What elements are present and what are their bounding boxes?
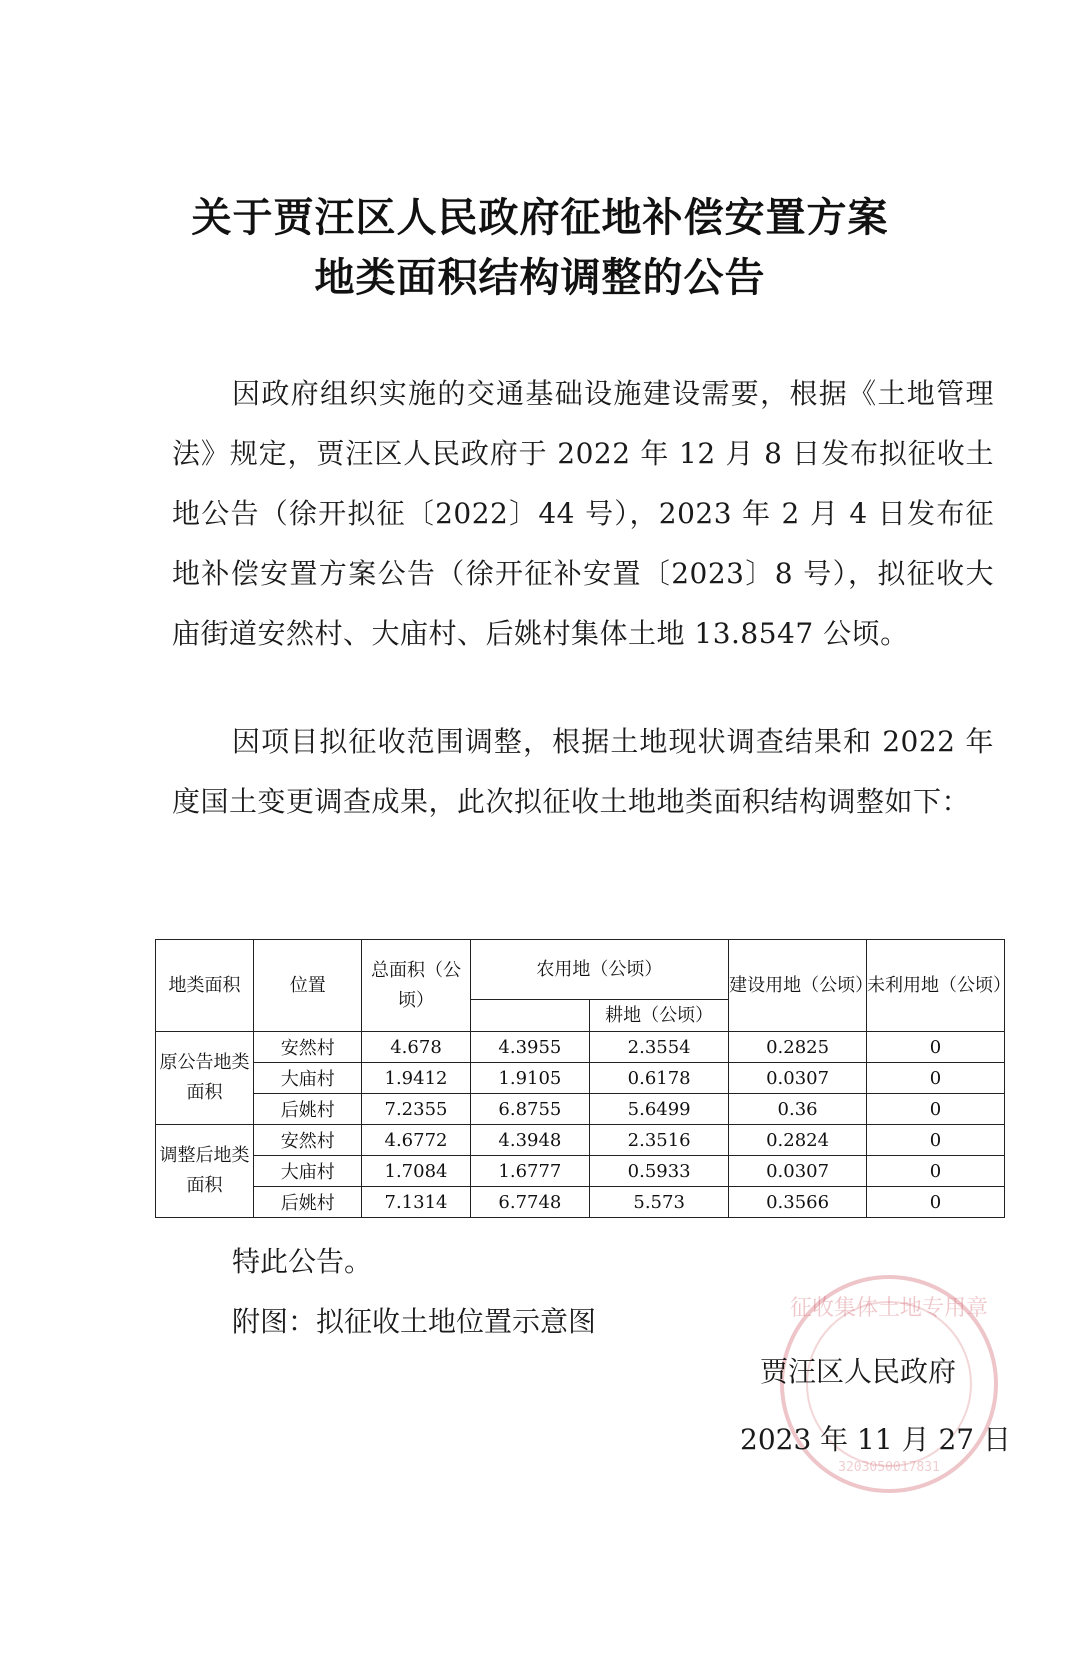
cell-cultivated: 2.3554	[590, 1032, 729, 1063]
cell-construction: 0.3566	[729, 1187, 867, 1218]
cell-unused: 0	[867, 1187, 1005, 1218]
cell-agricultural: 4.3955	[470, 1032, 590, 1063]
cell-cultivated: 5.573	[590, 1187, 729, 1218]
cell-unused: 0	[867, 1156, 1005, 1187]
cell-unused: 0	[867, 1032, 1005, 1063]
table-row	[156, 1156, 1005, 1187]
cell-construction: 0.0307	[729, 1156, 867, 1187]
table-row	[156, 1032, 1005, 1063]
seal-code: 3203050017831	[838, 1460, 940, 1475]
cell-cultivated: 2.3516	[590, 1125, 729, 1156]
cell-cultivated: 5.6499	[590, 1094, 729, 1125]
cell-total: 7.2355	[362, 1094, 470, 1125]
cell-location: 大庙村	[254, 1156, 362, 1187]
seal-text: 征收集体土地专用章	[789, 1296, 988, 1321]
document-title-line-2: 地类面积结构调整的公告	[314, 255, 766, 301]
cell-unused: 0	[867, 1094, 1005, 1125]
header-cultivated: 耕地（公顷）	[590, 1000, 729, 1032]
header-agricultural-blank	[470, 1000, 590, 1032]
cell-cultivated: 0.5933	[590, 1156, 729, 1187]
cell-construction: 0.2824	[729, 1125, 867, 1156]
cell-location: 安然村	[254, 1125, 362, 1156]
table-row	[156, 1125, 1005, 1156]
body-paragraph-2: 因项目拟征收范围调整，根据土地现状调查结果和 2022 年度国土变更调查成果，此次拟征收土地地类面积结构调整如下：	[172, 725, 994, 818]
cell-total: 7.1314	[362, 1187, 470, 1218]
group-label-adjusted: 调整后地类面积	[156, 1125, 254, 1218]
cell-unused: 0	[867, 1063, 1005, 1094]
header-category: 地类面积	[156, 940, 254, 1032]
land-area-table	[155, 939, 1012, 1218]
cell-location: 安然村	[254, 1032, 362, 1063]
header-agricultural: 农用地（公顷）	[470, 940, 728, 1000]
header-location: 位置	[254, 940, 362, 1032]
header-unused: 未利用地（公顷）	[867, 940, 1005, 1032]
group-label-original: 原公告地类面积	[156, 1032, 254, 1125]
issue-date: 2023 年 11 月 27 日	[740, 1423, 1012, 1456]
body-paragraph-1: 因政府组织实施的交通基础设施建设需要，根据《土地管理法》规定，贾汪区人民政府于 2022 年 12 月 8 日发布拟征收土地公告（徐开拟征〔2022〕44 号），2023 年 2 月 4 日发布征地补偿安置方案公告（徐开征补安置〔2023〕8 号），拟征收大庙街道安然村、大庙村、后姚村集体土地 13.8547 公顷。	[172, 377, 994, 650]
cell-agricultural: 1.9105	[470, 1063, 590, 1094]
attachment-note: 附图：拟征收土地位置示意图	[232, 1305, 597, 1338]
cell-construction: 0.36	[729, 1094, 867, 1125]
header-total-area: 总面积（公顷）	[362, 940, 470, 1032]
document-title-line-1: 关于贾汪区人民政府征地补偿安置方案	[191, 195, 889, 241]
cell-total: 4.6772	[362, 1125, 470, 1156]
cell-location: 后姚村	[254, 1094, 362, 1125]
cell-total: 4.678	[362, 1032, 470, 1063]
table-row	[156, 1187, 1005, 1218]
cell-construction: 0.2825	[729, 1032, 867, 1063]
issuer-name: 贾汪区人民政府	[760, 1355, 957, 1388]
table-row	[156, 1094, 1005, 1125]
cell-unused: 0	[867, 1125, 1005, 1156]
closing-statement: 特此公告。	[232, 1245, 373, 1278]
cell-total: 1.9412	[362, 1063, 470, 1094]
cell-construction: 0.0307	[729, 1063, 867, 1094]
cell-total: 1.7084	[362, 1156, 470, 1187]
cell-agricultural: 4.3948	[470, 1125, 590, 1156]
cell-location: 大庙村	[254, 1063, 362, 1094]
cell-location: 后姚村	[254, 1187, 362, 1218]
header-construction: 建设用地（公顷）	[729, 940, 867, 1032]
table-row	[156, 1063, 1005, 1094]
cell-cultivated: 0.6178	[590, 1063, 729, 1094]
cell-agricultural: 6.7748	[470, 1187, 590, 1218]
cell-agricultural: 6.8755	[470, 1094, 590, 1125]
cell-agricultural: 1.6777	[470, 1156, 590, 1187]
